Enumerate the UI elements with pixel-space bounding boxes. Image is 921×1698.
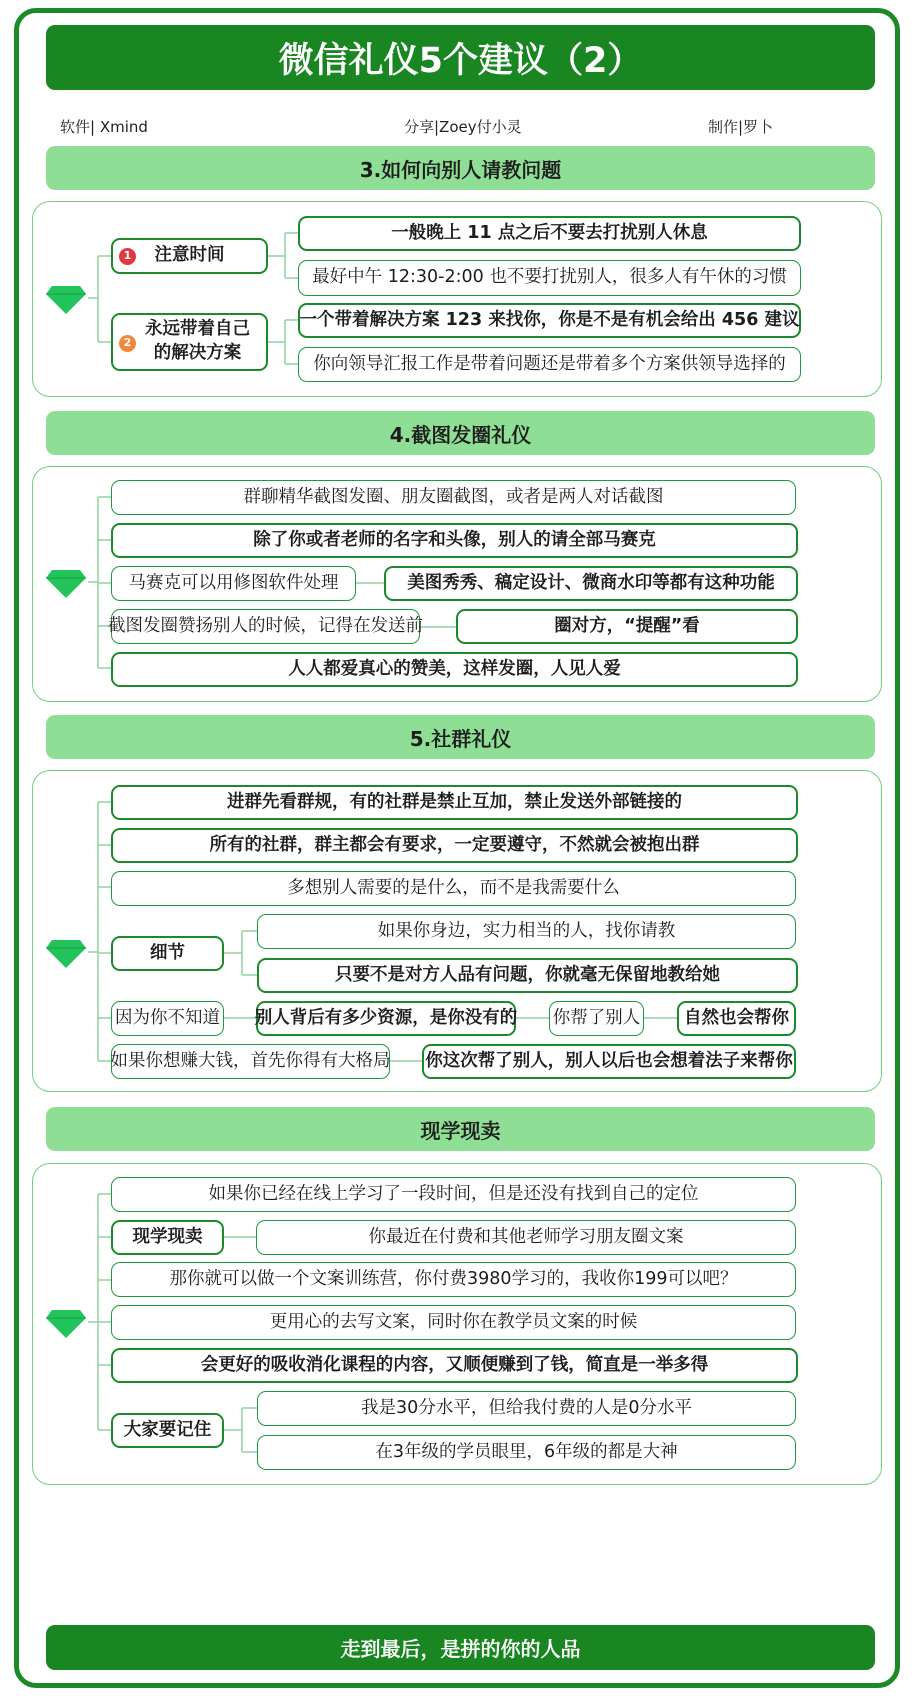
subtopic: 你这次帮了别人，别人以后也会想着法子来帮你 — [422, 1044, 796, 1079]
subtopic: 人人都爱真心的赞美，这样发圈，人见人爱 — [111, 652, 798, 687]
subtopic: 一般晚上 11 点之后不要去打扰别人休息 — [298, 216, 801, 251]
subtopic: 别人背后有多少资源，是你没有的 — [256, 1001, 516, 1036]
subtopic: 我是30分水平，但给我付费的人是0分水平 — [257, 1391, 796, 1426]
section-heading-3: 3.如何向别人请教问题 — [46, 146, 875, 190]
subtopic: 除了你或者老师的名字和头像，别人的请全部马赛克 — [111, 523, 798, 558]
topic-solution — [111, 313, 268, 371]
topic-detail: 细节 — [111, 936, 224, 971]
section-heading-5: 5.社群礼仪 — [46, 715, 875, 759]
subtopic: 在3年级的学员眼里，6年级的都是大神 — [257, 1435, 796, 1470]
subtopic: 如果你身边，实力相当的人，找你请教 — [257, 914, 796, 949]
subtopic: 美图秀秀、稿定设计、微商水印等都有这种功能 — [384, 566, 798, 601]
subtopic: 马赛克可以用修图软件处理 — [111, 566, 356, 601]
gem-icon — [46, 1308, 86, 1338]
topic-remember: 大家要记住 — [111, 1413, 224, 1448]
topic-learn-sell: 现学现卖 — [111, 1220, 224, 1255]
page-title: 微信礼仪5个建议（2） — [46, 25, 875, 90]
section-heading-4: 4.截图发圈礼仪 — [46, 411, 875, 455]
subtopic: 如果你已经在线上学习了一段时间，但是还没有找到自己的定位 — [111, 1177, 796, 1212]
badge-1-icon: 1 — [119, 248, 136, 265]
topic-attention-time — [111, 238, 268, 274]
subtopic: 多想别人需要的是什么，而不是我需要什么 — [111, 871, 796, 906]
subtopic: 如果你想赚大钱，首先你得有大格局 — [111, 1044, 390, 1079]
subtopic: 所有的社群，群主都会有要求，一定要遵守，不然就会被抱出群 — [111, 828, 798, 863]
subtopic: 因为你不知道 — [111, 1001, 224, 1036]
subtopic: 自然也会帮你 — [677, 1001, 796, 1036]
subtopic: 只要不是对方人品有问题，你就毫无保留地教给她 — [257, 958, 798, 993]
subtopic: 圈对方，“提醒”看 — [456, 609, 798, 644]
topic-label: 永远带着自己的解决方案 — [145, 319, 250, 363]
gem-icon — [46, 284, 86, 314]
subtopic: 一个带着解决方案 123 来找你，你是不是有机会给出 456 建议 — [298, 303, 801, 338]
subtopic: 你帮了别人 — [549, 1001, 644, 1036]
credit-maker: 制作|罗卜 — [708, 118, 774, 136]
section-heading-6: 现学现卖 — [46, 1107, 875, 1151]
subtopic: 进群先看群规，有的社群是禁止互加，禁止发送外部链接的 — [111, 785, 798, 820]
credit-share: 分享|Zoey付小灵 — [404, 118, 522, 136]
subtopic: 你最近在付费和其他老师学习朋友圈文案 — [256, 1220, 796, 1255]
subtopic: 群聊精华截图发圈、朋友圈截图，或者是两人对话截图 — [111, 480, 796, 515]
subtopic: 最好中午 12:30-2:00 也不要打扰别人，很多人有午休的习惯 — [298, 260, 801, 296]
credit-software: 软件| Xmind — [60, 118, 148, 136]
subtopic: 更用心的去写文案，同时你在教学员文案的时候 — [111, 1305, 796, 1340]
subtopic: 会更好的吸收消化课程的内容，又顺便赚到了钱，简直是一举多得 — [111, 1348, 798, 1383]
footer-banner: 走到最后，是拼的你的人品 — [46, 1625, 875, 1670]
badge-2-icon: 2 — [119, 335, 136, 352]
subtopic: 你向领导汇报工作是带着问题还是带着多个方案供领导选择的 — [298, 347, 801, 382]
subtopic: 那你就可以做一个文案训练营，你付费3980学习的，我收你199可以吧？ — [111, 1262, 796, 1297]
topic-label: 注意时间 — [154, 245, 225, 266]
subtopic: 截图发圈赞扬别人的时候，记得在发送前 — [111, 609, 420, 644]
gem-icon — [46, 568, 86, 598]
gem-icon — [46, 938, 86, 968]
